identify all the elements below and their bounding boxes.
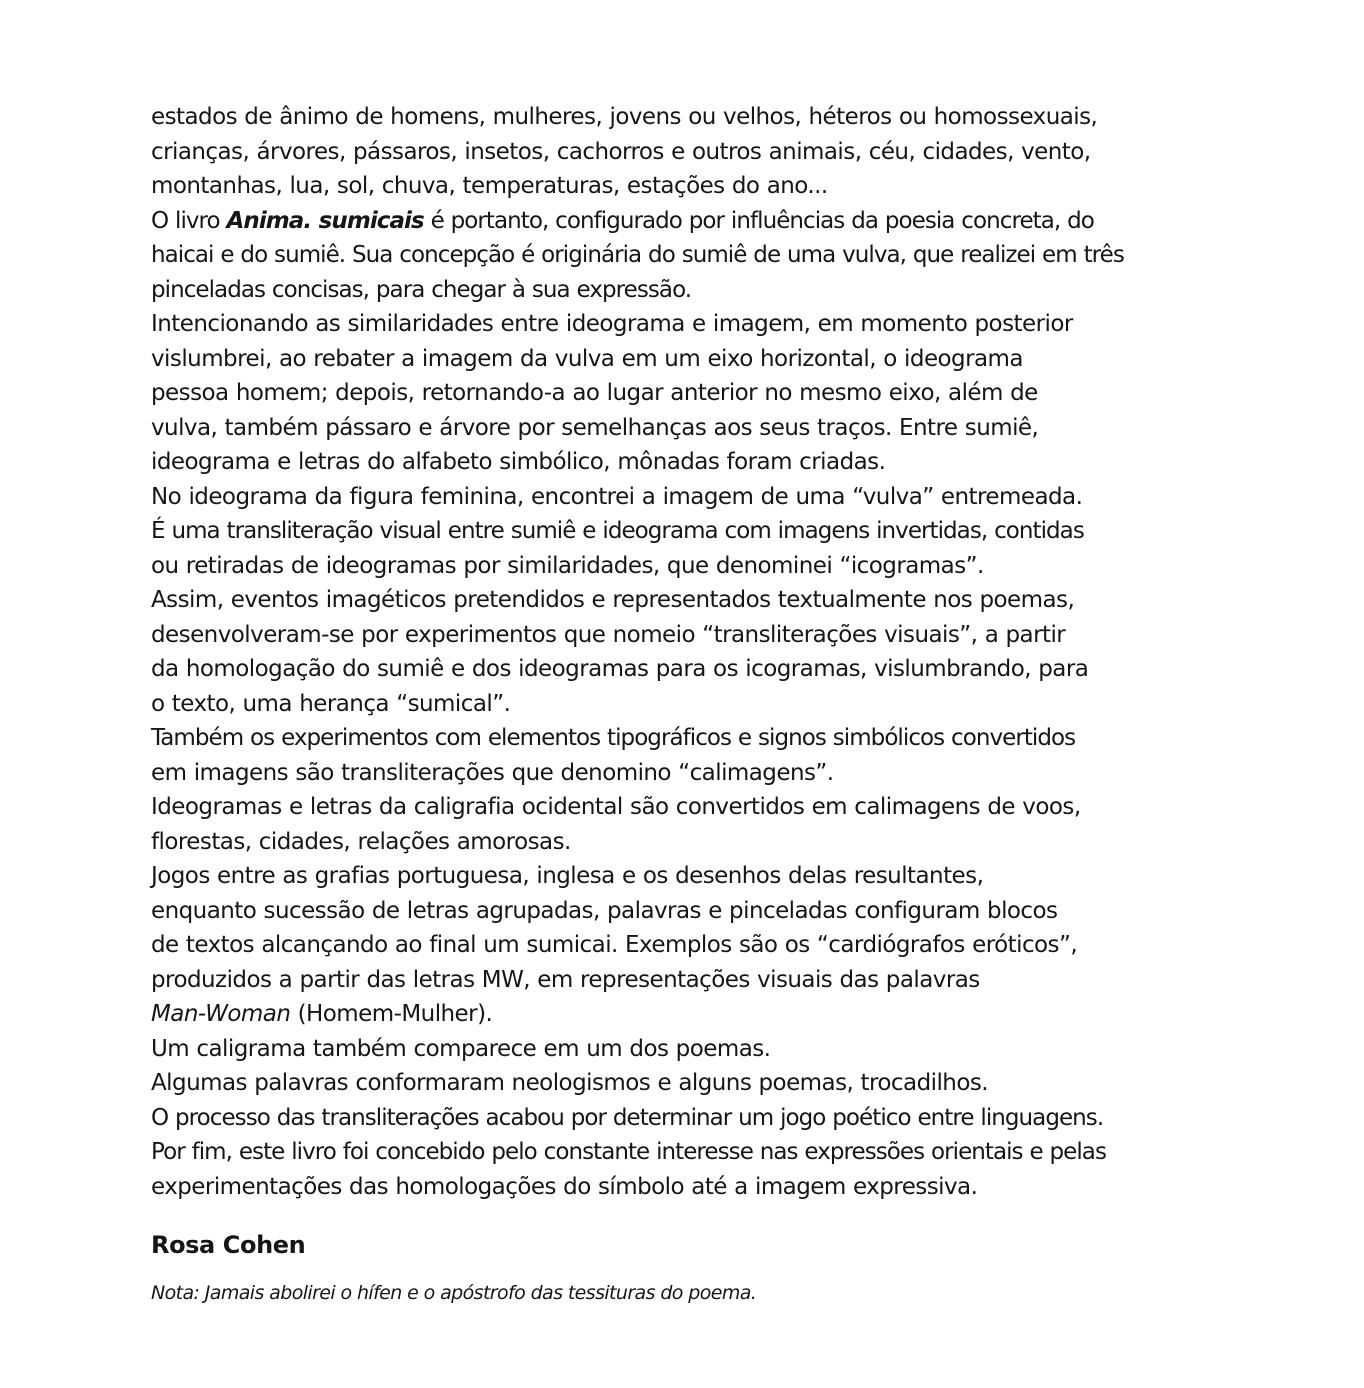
footnote: Nota: Jamais abolirei o hífen e o apóstrofo das tessituras do poema. — [151, 1282, 757, 1304]
text-line: crianças, árvores, pássaros, insetos, cachorros e outros animais, céu, cidades, vento, — [151, 138, 1091, 165]
text-segment: O livro — [151, 207, 227, 234]
text-line: enquanto sucessão de letras agrupadas, palavras e pinceladas configuram blocos — [151, 897, 1058, 924]
italic-term: Man-Woman — [151, 1001, 291, 1027]
text-line: Jogos entre as grafias portuguesa, inglesa e os desenhos delas resultantes, — [151, 863, 984, 889]
text-line: da homologação do sumiê e dos ideogramas para os icogramas, vislumbrando, para — [151, 656, 1089, 682]
text-line: Um caligrama também comparece em um dos poemas. — [151, 1035, 771, 1062]
text-line: Intencionando as similaridades entre ideograma e imagem, em momento posterior — [151, 311, 1073, 337]
text-line: Ideogramas e letras da caligrafia ocidental são convertidos em calimagens de voos, — [151, 794, 1081, 820]
text-line: desenvolveram-se por experimentos que nomeio “transliterações visuais”, a partir — [151, 621, 1066, 648]
text-line: ou retiradas de ideogramas por similaridades, que denominei “icogramas”. — [151, 552, 984, 579]
text-line: o texto, uma herança “sumical”. — [151, 690, 511, 717]
book-title: Anima. sumicais — [226, 207, 424, 234]
text-line: Também os experimentos com elementos tipográficos e signos simbólicos convertidos — [151, 725, 1076, 751]
text-line: produzidos a partir das letras MW, em representações visuais das palavras — [151, 966, 980, 993]
text-line: pinceladas concisas, para chegar à sua expressão. — [151, 276, 692, 303]
text-line: pessoa homem; depois, retornando-a ao lugar anterior no mesmo eixo, além de — [151, 380, 1038, 406]
text-line: experimentações das homologações do símbolo até a imagem expressiva. — [151, 1173, 978, 1200]
text-line: haicai e do sumiê. Sua concepção é originária do sumiê de uma vulva, que realizei em três — [151, 242, 1124, 268]
text-line: Algumas palavras conformaram neologismos e alguns poemas, trocadilhos. — [151, 1070, 989, 1096]
body-text — [151, 100, 1241, 1204]
text-line: vislumbrei, ao rebater a imagem da vulva em um eixo horizontal, o ideograma — [151, 345, 1023, 372]
text-line: em imagens são transliterações que denomino “calimagens”. — [151, 759, 834, 786]
document-page — [151, 100, 1241, 1306]
text-line: ideograma e letras do alfabeto simbólico, mônadas foram criadas. — [151, 449, 886, 475]
text-segment: (Homem-Mulher). — [290, 1001, 493, 1027]
author-signature: Rosa Cohen — [151, 1231, 306, 1259]
text-line: É uma transliteração visual entre sumiê e ideograma com imagens invertidas, contidas — [151, 518, 1084, 544]
text-line: No ideograma da figura feminina, encontrei a imagem de uma “vulva” entremeada. — [151, 483, 1083, 510]
text-line: estados de ânimo de homens, mulheres, jovens ou velhos, héteros ou homossexuais, — [151, 104, 1098, 130]
text-line: florestas, cidades, relações amorosas. — [151, 828, 571, 855]
text-line — [151, 204, 1241, 239]
text-line: vulva, também pássaro e árvore por semelhanças aos seus traços. Entre sumiê, — [151, 414, 1039, 441]
text-line — [151, 997, 1241, 1032]
text-segment: é portanto, configurado por influências da poesia concreta, do — [423, 207, 1094, 234]
text-line: de textos alcançando ao final um sumicai. Exemplos são os “cardiógrafos eróticos”, — [151, 932, 1078, 958]
text-line: Por fim, este livro foi concebido pelo constante interesse nas expressões orientais e pelas — [151, 1139, 1106, 1165]
text-line: montanhas, lua, sol, chuva, temperaturas, estações do ano... — [151, 173, 828, 199]
text-line: O processo das transliterações acabou por determinar um jogo poético entre linguagens. — [151, 1104, 1104, 1131]
text-line: Assim, eventos imagéticos pretendidos e representados textualmente nos poemas, — [151, 587, 1075, 613]
